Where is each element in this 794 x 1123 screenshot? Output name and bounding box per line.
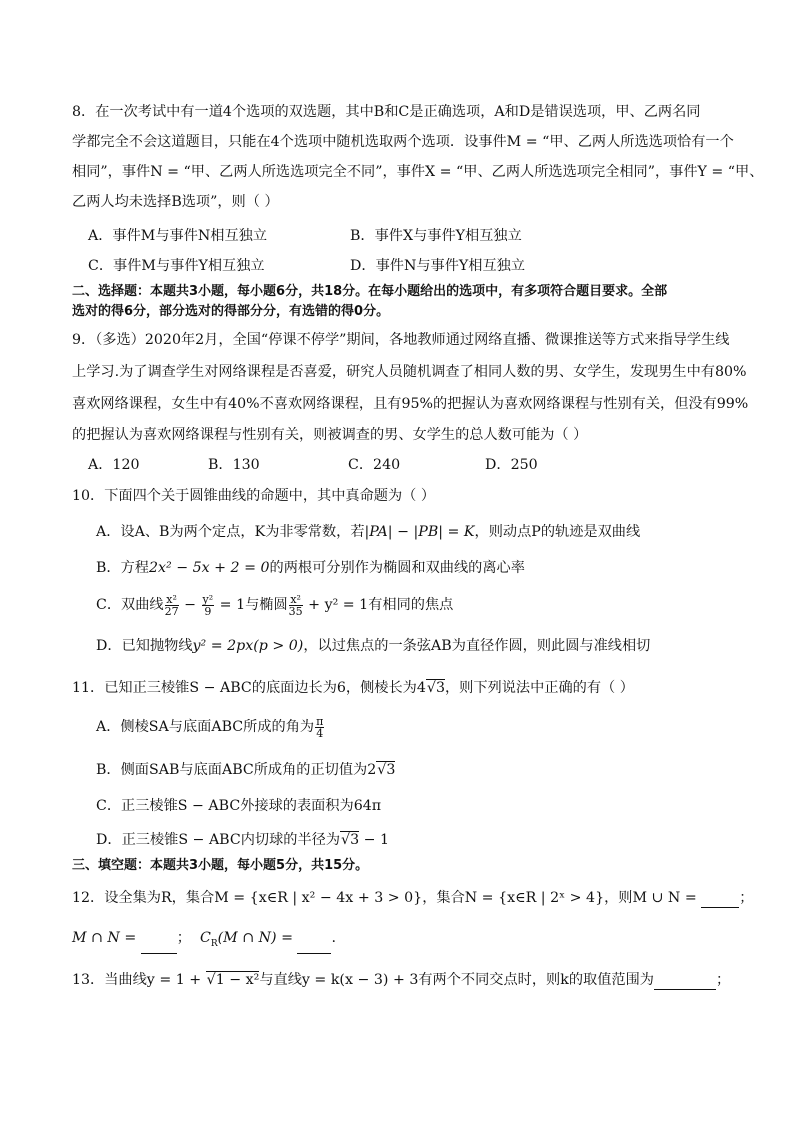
q8-option-c: C．事件M与事件Y相互独立	[88, 258, 265, 274]
q10-c-pre: C．双曲线	[96, 597, 164, 613]
q10-d-pre: D．已知抛物线	[96, 638, 193, 654]
q11-a-frac: $\frac{\pi}{4}$	[316, 714, 324, 740]
q12-blank-union[interactable]	[701, 893, 739, 908]
q9-line3: 喜欢网络课程，女生中有40%不喜欢网络课程，且有95%的把握认为喜欢网络课程与性别有关，但没有99%	[72, 396, 749, 412]
q10-option-a	[96, 522, 640, 542]
q10-d-post: ，以过焦点的一条弦AB为直径作圆，则此圆与准线相切	[303, 638, 651, 654]
q13-sqrt: √1 − x²	[206, 972, 260, 988]
q10-c-mid2: + y² = 1有相同的焦点	[303, 597, 454, 613]
q11-b-sqrt: √3	[377, 762, 396, 778]
q9-option-c: C．240	[348, 457, 401, 473]
q8-option-a: A．事件M与事件N相互独立	[88, 228, 268, 244]
q10-a-expr: |PA| − |PB| = K	[364, 524, 475, 540]
section2-line1: 二、选择题：本题共3小题，每小题6分，共18分。在每小题给出的选项中，有多项符合题目要求。全部	[72, 284, 668, 299]
q10-c-frac2: $\frac{\text{y²}}{9}$	[202, 592, 214, 618]
q12-line2: M ∩ N = ； $C_R(M$ ∩ N) = .	[72, 928, 734, 954]
q8-line4: 乙两人均未选择B选项”，则（ ）	[72, 194, 279, 210]
q10-b-post: 的两根可分别作为椭圆和双曲线的离心率	[269, 560, 525, 576]
q8-line2: 学都完全不会这道题目，只能在4个选项中随机选取两个选项．设事件M = “甲、乙两人所选选项恰有一个	[72, 134, 734, 150]
q10-c-mid1: = 1与椭圆	[215, 597, 288, 613]
q10-a-pre: A．设A、B为两个定点，K为非零常数，若	[96, 524, 365, 540]
q10-option-d	[96, 636, 650, 656]
q12-blank-intersection[interactable]	[141, 939, 177, 954]
q10-option-c: C．双曲线 $\frac{\text{x²}}{27}$ − $\frac{\text{y²}}{9}$ = 1与椭圆 $\frac{\text{x²}}{35}$ + y² = 1有相同的焦点	[96, 592, 454, 618]
q9-option-d: D．250	[485, 457, 538, 473]
q11-d-sqrt: √3	[341, 832, 360, 848]
q10-c-frac1: $\frac{\text{x²}}{27}$	[164, 592, 179, 618]
q8-option-d: D．事件N与事件Y相互独立	[350, 258, 526, 274]
q10-stem: 10．下面四个关于圆锥曲线的命题中，其中真命题为（ ）	[72, 488, 436, 504]
q11-option-d: D．正三棱锥S − ABC内切球的半径为√3 − 1	[96, 832, 390, 848]
q10-b-pre: B．方程	[96, 560, 149, 576]
q11-option-c: C．正三棱锥S − ABC外接球的表面积为64π	[96, 798, 382, 814]
q8-option-b: B．事件X与事件Y相互独立	[350, 228, 522, 244]
q9-option-b: B．130	[208, 457, 260, 473]
q9-line4: 的把握认为喜欢网络课程与性别有关，则被调查的男、女学生的总人数可能为（ ）	[72, 427, 588, 443]
q12-line1: 12．设全集为R，集合M = {x∈R | x² − 4x + 3 > 0}，集合N = {x∈R | 2ˣ > 4}，则M ∪ N = ；	[72, 890, 754, 906]
q9-line2: 上学习.为了调查学生对网络课程是否喜爱，研究人员随机调查了相同人数的男、女学生，发现男生中有80%	[72, 364, 747, 380]
q10-a-post: ，则动点P的轨迹是双曲线	[474, 524, 641, 540]
q11-option-b: B．侧面SAB与底面ABC所成角的正切值为2√3	[96, 762, 396, 778]
q9-option-a: A．120	[88, 457, 140, 473]
section3-line1: 三、填空题：本题共3小题，每小题5分，共15分。	[72, 858, 369, 873]
q10-option-b	[96, 558, 525, 578]
q13-line: 13．当曲线y = 1 + √1 − x²与直线y = k(x − 3) + 3有两个不同交点时，则k的取值范围为 ；	[72, 972, 731, 988]
q8-line3: 相同”，事件N = “甲、乙两人所选选项完全不同”，事件X = “甲、乙两人所选选项完全相同”，事件Y = “甲、	[72, 164, 764, 180]
q11-option-a: A．侧棱SA与底面ABC所成的角为 $\frac{\pi}{4}$	[96, 714, 324, 740]
q10-b-expr: 2x² − 5x + 2 = 0	[149, 560, 270, 576]
q9-line1: 9．（多选）2020年2月，全国“停课不停学”期间，各地教师通过网络直播、微课推送等方式来指导学生线	[72, 332, 730, 348]
q8-line1: 8．在一次考试中有一道4个选项的双选题，其中B和C是正确选项，A和D是错误选项，甲、乙两名同	[72, 104, 701, 120]
q12-blank-complement[interactable]	[297, 939, 331, 954]
section2-line2: 选对的得6分，部分选对的得部分分，有选错的得0分。	[72, 304, 390, 319]
q13-blank-k-range[interactable]	[654, 975, 716, 990]
q10-d-expr: y² = 2px(p > 0)	[192, 638, 304, 654]
q11-stem: 11．已知正三棱锥S − ABC的底面边长为6，侧棱长为4√3，则下列说法中正确的有（ ）	[72, 680, 634, 696]
q10-c-frac3: $\frac{\text{x²}}{35}$	[288, 592, 303, 618]
q11-stem-sqrt: √3	[426, 680, 445, 696]
